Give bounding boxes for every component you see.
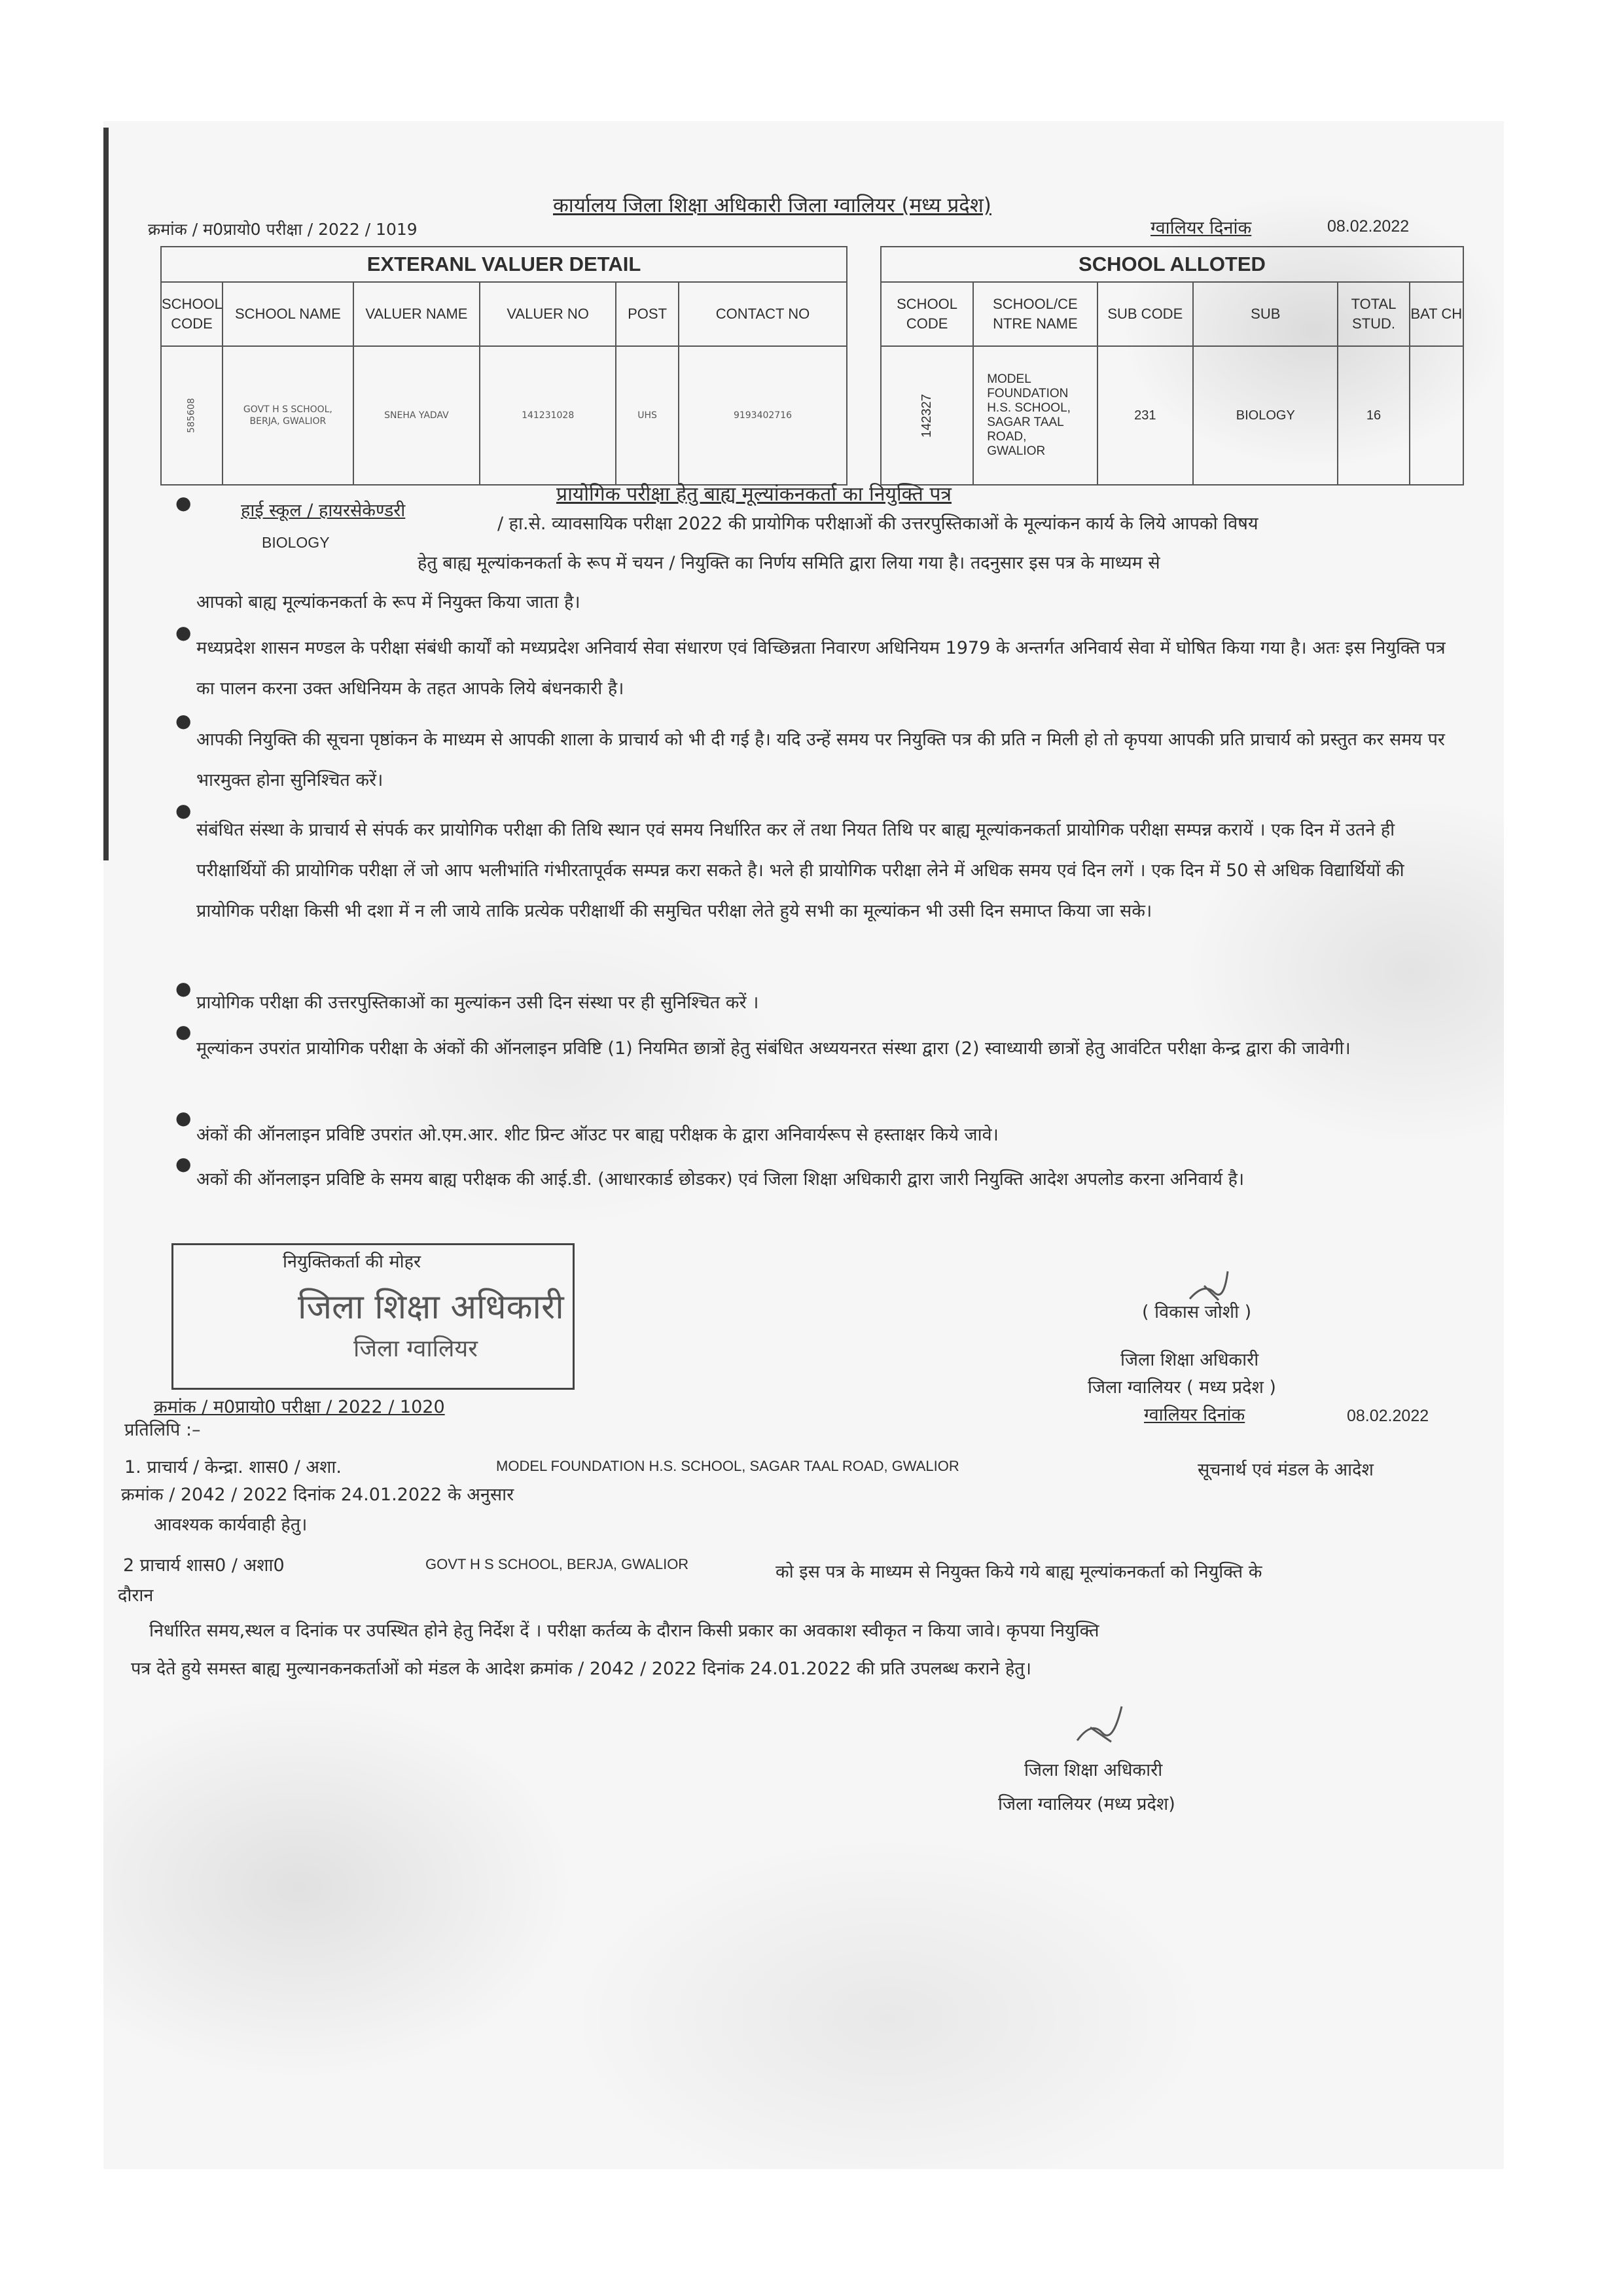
allot-total-stud: 16 — [1338, 346, 1409, 485]
copy2-prefix: 2 प्राचार्य शास0 / अशा0 — [123, 1555, 285, 1576]
copy1-school: MODEL FOUNDATION H.S. SCHOOL, SAGAR TAAL ROAD, GWALIOR — [496, 1458, 959, 1474]
letter-subject: प्रायोगिक परीक्षा हेतु बाह्य मूल्यांकनकर्ता का नियुक्ति पत्र — [556, 483, 952, 506]
office-title: कार्यालय जिला शिक्षा अधिकारी जिला ग्वालियर (मध्य प्रदेश) — [553, 194, 991, 217]
signatory-name: ( विकास जोशी ) — [1142, 1302, 1252, 1322]
para1-subject-name: BIOLOGY — [262, 534, 330, 551]
para-6: मूल्यांकन उपरांत प्रायोगिक परीक्षा के अंकों की ऑनलाइन प्रविष्टि (1) नियमित छात्रों हेतु संबंधित अध्ययनरत संस्था द्वारा (2) स्वाध्यायी छात्रों हेतु आवंटित परीक्षा केन्द्र द्वारा की जावेगी। — [196, 1038, 1351, 1059]
endorsement-ref: क्रमांक / म0प्रायो0 परीक्षा / 2022 / 1020 — [154, 1397, 445, 1417]
bullet-5: ● — [175, 978, 192, 999]
valuer-col-valuer-name: VALUER NAME — [353, 282, 480, 346]
copy2-school: GOVT H S SCHOOL, BERJA, GWALIOR — [425, 1556, 689, 1572]
copy2-line4: पत्र देते हुये समस्त बाह्य मुल्यानकनकर्ताओं को मंडल के आदेश क्रमांक / 2042 / 2022 दिनांक 24.01.2022 की प्रति उपलब्ध कराने हेतु। — [131, 1659, 1031, 1679]
footer-designation: जिला शिक्षा अधिकारी — [1024, 1760, 1163, 1780]
bullet-1: ● — [175, 492, 192, 514]
place-date-label: ग्वालियर दिनांक — [1150, 218, 1252, 238]
stamp-line1: जिला शिक्षा अधिकारी — [298, 1288, 564, 1327]
header-date: 08.02.2022 — [1327, 217, 1410, 236]
para-3: आपकी नियुक्ति की सूचना पृष्ठांकन के माध्यम से आपकी शाला के प्राचार्य को भी दी गई है। यदि उन्हें समय पर नियुक्ति पत्र की प्रति न मिली हो तो कृपया आपकी प्रति प्राचार्य को प्रस्तुत कर समय पर भारमुक्त होना सुनिश्चित करें। — [196, 730, 1445, 790]
para-4: संबंधित संस्था के प्राचार्य से संपर्क कर प्रायोगिक परीक्षा की तिथि स्थान एवं समय निर्धारित कर लें तथा नियत तिथि पर बाह्य मूल्यांकनकर्ता प्रायोगिक परीक्षा सम्पन्न करायें । एक दिन में उतने ही परीक्षार्थियों की प्रायोगिक परीक्षा लें जो आप भलीभांति गंभीरतापूर्वक सम्पन्न करा सकते है। भले ही प्रायोगिक परीक्षा लेने में अधिक समय एवं दिन लगें । एक दिन में 50 से अधिक विद्यार्थियों की प्रायोगिक परीक्षा किसी भी दशा में न ली जाये ताकि प्रत्येक परीक्षार्थी की समुचित परीक्षा लेते हुये सभी का मूल्यांकन भी उसी दिन समाप्त किया जा सके। — [196, 820, 1404, 921]
allot-col-sub: SUB — [1193, 282, 1338, 346]
signatory-district: जिला ग्वालियर ( मध्य प्रदेश ) — [1088, 1377, 1276, 1398]
allot-table-title: SCHOOL ALLOTED — [881, 247, 1463, 282]
valuer-col-valuer-no: VALUER NO — [480, 282, 616, 346]
allot-table — [880, 246, 1464, 486]
para-8: अकों की ऑनलाइन प्रविष्टि के समय बाह्य परीक्षक की आई.डी. (आधारकार्ड छोडकर) एवं जिला शिक्षा अधिकारी द्वारा जारी नियुक्ति आदेश अपलोड करना अनिवार्य है। — [196, 1169, 1245, 1190]
valuer-col-contact: CONTACT NO — [679, 282, 847, 346]
copy2-suffix: को इस पत्र के माध्यम से नियुक्त किये गये बाह्य मूल्यांकनकर्ता को नियुक्ति के — [776, 1562, 1262, 1582]
signatory-designation: जिला शिक्षा अधिकारी — [1120, 1350, 1259, 1370]
para1-prefix: हाई स्कूल / हायरसेकेण्डरी — [241, 501, 406, 521]
bullet-3: ● — [175, 710, 192, 732]
valuer-contact: 9193402716 — [679, 346, 847, 485]
allot-centre-name: MODEL FOUNDATION H.S. SCHOOL, SAGAR TAAL ROAD, GWALIOR — [973, 346, 1097, 485]
para1-line3: आपको बाह्य मूल्यांकनकर्ता के रूप में नियुक्त किया जाता है। — [196, 592, 580, 612]
signature-mark-2 — [1073, 1701, 1126, 1747]
allot-col-centre-name: SCHOOL/CE NTRE NAME — [973, 282, 1097, 346]
valuer-post: UHS — [616, 346, 679, 485]
ref-number: क्रमांक / म0प्रायो0 परीक्षा / 2022 / 1019 — [148, 220, 418, 239]
allot-col-batch: BAT CH — [1410, 282, 1463, 346]
allot-sub: BIOLOGY — [1193, 346, 1338, 485]
valuer-school-name: GOVT H S SCHOOL, BERJA, GWALIOR — [223, 346, 353, 485]
signatory-date: 08.02.2022 — [1347, 1407, 1429, 1425]
footer-district: जिला ग्वालियर (मध्य प्रदेश) — [998, 1794, 1175, 1814]
valuer-table-title: EXTERANL VALUER DETAIL — [161, 247, 847, 282]
para-7: अंकों की ऑनलाइन प्रविष्टि उपरांत ओ.एम.आर. शीट प्रिन्ट ऑउट पर बाह्य परीक्षक के द्वारा अनिवार्यरूप से हस्ताक्षर किये जावे। — [196, 1125, 999, 1145]
valuer-name: SNEHA YADAV — [353, 346, 480, 485]
para-2: मध्यप्रदेश शासन मण्डल के परीक्षा संबंधी कार्यों को मध्यप्रदेश अनिवार्य सेवा संधारण एवं विच्छिन्नता निवारण अधिनियम 1979 के अन्तर्गत अनिवार्य सेवा में घोषित किया गया है। अतः इस नियुक्ति पत्र का पालन करना उक्त अधिनियम के तहत आपके लिये बंधनकारी है। — [196, 638, 1446, 699]
valuer-number: 141231028 — [480, 346, 616, 485]
para-5: प्रायोगिक परीक्षा की उत्तरपुस्तिकाओं का मुल्यांकन उसी दिन संस्था पर ही सुनिश्चित करें । — [196, 993, 759, 1013]
copy1-prefix: 1. प्राचार्य / केन्द्रा. शास0 / अशा. — [124, 1457, 342, 1477]
bullet-6: ● — [175, 1021, 192, 1042]
para1-line2: हेतु बाह्य मूल्यांकनकर्ता के रूप में चयन / नियुक्ति का निर्णय समिति द्वारा लिया गया है। तदनुसार इस पत्र के माध्यम से — [418, 553, 1160, 573]
allot-school-code: 142327 — [919, 393, 935, 438]
copy1-suffix: सूचनार्थ एवं मंडल के आदेश — [1198, 1460, 1374, 1480]
bullet-8: ● — [175, 1153, 192, 1174]
scan-edge — [103, 128, 109, 860]
copy2-line3: निर्धारित समय,स्थल व दिनांक पर उपस्थित होने हेतु निर्देश दें । परीक्षा कर्तव्य के दौरान किसी प्रकार का अवकाश स्वीकृत न किया जावे। कृपया नियुक्ति — [149, 1621, 1099, 1641]
copy-label: प्रतिलिपि :– — [124, 1420, 201, 1440]
valuer-col-school-name: SCHOOL NAME — [223, 282, 353, 346]
valuer-col-school-code: SCHOOL CODE — [161, 282, 223, 346]
signatory-place-label: ग्वालियर दिनांक — [1144, 1405, 1245, 1425]
valuer-school-code: 585608 — [187, 398, 198, 433]
allot-col-school-code: SCHOOL CODE — [881, 282, 973, 346]
copy1-line2: क्रमांक / 2042 / 2022 दिनांक 24.01.2022 के अनुसार — [121, 1485, 514, 1505]
copy2-line2: दौरान — [118, 1585, 154, 1606]
allot-col-sub-code: SUB CODE — [1097, 282, 1194, 346]
allot-col-total: TOTAL STUD. — [1338, 282, 1409, 346]
bullet-2: ● — [175, 622, 192, 643]
bullet-7: ● — [175, 1107, 192, 1129]
bullet-4: ● — [175, 800, 192, 821]
valuer-col-post: POST — [616, 282, 679, 346]
allot-batch — [1410, 346, 1463, 485]
para1-line1: / हा.से. व्यावसायिक परीक्षा 2022 की प्रायोगिक परीक्षाओं की उत्तरपुस्तिकाओं के मूल्यांकन कार्य के लिये आपको विषय — [497, 514, 1258, 534]
valuer-table — [160, 246, 847, 486]
allot-sub-code: 231 — [1097, 346, 1194, 485]
stamp-line2: जिला ग्वालियर — [353, 1335, 478, 1362]
copy1-line3: आवश्यक कार्यवाही हेतु। — [154, 1515, 308, 1535]
stamp-label: नियुक्तिकर्ता की मोहर — [283, 1252, 421, 1272]
